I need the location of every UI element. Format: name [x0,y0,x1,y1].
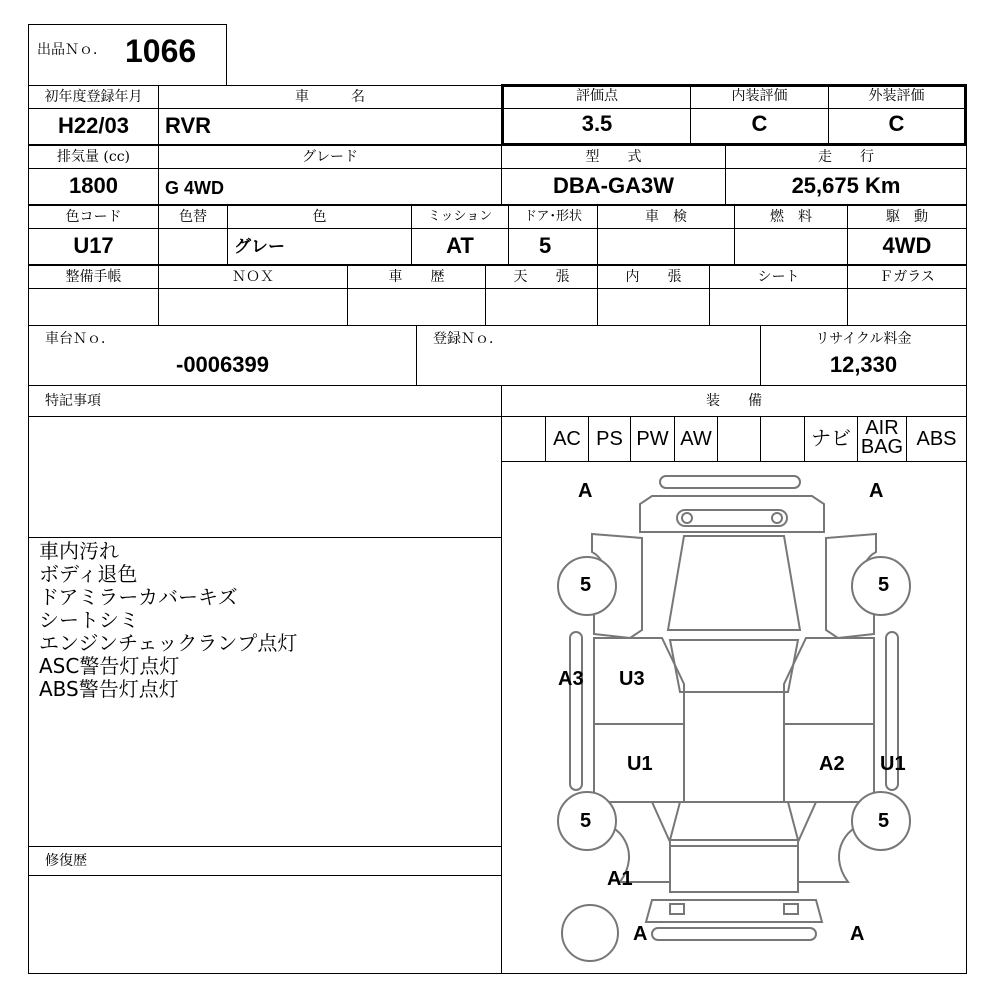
equipment-header [501,385,967,417]
doors-label: ドア･形状 [523,209,583,224]
chassis-value: -0006399 [176,352,269,377]
equip-navi: ナビ [804,416,858,462]
mark-front-left: A [578,480,593,502]
mileage-value: 25,675 Km [791,173,901,198]
inspection-value-cell [597,228,735,265]
mark-right-u1: U1 [880,753,906,775]
glass-label-cell [847,265,967,289]
fuel-label-cell [734,205,848,229]
transmission-value-cell [411,228,509,265]
remarks-label: 特記事項 [45,393,101,409]
drive-value-cell [847,228,967,265]
rear-window [670,802,798,840]
displacement-value-cell [28,168,159,205]
headliner-label: 天 張 [513,269,570,285]
recycle-cell [760,325,967,386]
chassis-label: 車台Ｎｏ． [45,331,115,347]
mileage-label-cell [725,145,967,169]
equip-abs: ABS [906,416,967,462]
reg-value: H22/03 [58,113,129,138]
equipment-label: 装 備 [706,393,762,409]
name-label-cell [158,85,502,109]
remark-line: ボディ退色 [39,562,138,586]
doors-value: 5 [539,233,552,258]
fuel-label: 燃 料 [770,209,812,225]
left-side-skirt [570,632,582,790]
drive-label-cell [847,205,967,229]
grade-label-cell [158,145,502,169]
displacement-label: 排気量 (cc) [56,149,131,165]
color-value-cell [227,228,412,265]
color-value: グレー [234,237,285,257]
damage-diagram [501,461,967,974]
inspection-label-cell [597,205,735,229]
nox-label: ＮＯＸ [232,269,274,285]
remark-line: 車内汚れ [39,539,119,563]
mark-front-right: A [869,480,884,502]
color-code-label: 色コード [65,209,122,225]
remarks-top-area [28,416,502,538]
remark-line: ABS警告灯点灯 [39,677,179,701]
name-label: 車 名 [295,89,365,105]
registration-cell [416,325,761,386]
transmission-label-cell [411,205,509,229]
transmission-label: ミッション [427,209,493,224]
equip-aw: AW [674,416,718,462]
inspection-label: 車 検 [645,209,687,225]
maintenance-label-cell [28,265,159,289]
front-grille [677,510,787,526]
lot-label: 出品Ｎｏ． [37,42,107,58]
grade-label: グレード [302,149,358,165]
exterior-label: 外装評価 [868,88,925,104]
seat-label: シート [757,269,800,285]
rear-bumper-bar [652,928,816,940]
mileage-label: 走 行 [818,149,874,165]
mark-tire-fl: 5 [580,574,592,596]
repaint-label: 色替 [179,209,207,225]
fuel-value-cell [734,228,848,265]
lot-number: 1066 [125,33,197,69]
front-grille-bar [660,476,800,488]
equip-ac: AC [545,416,589,462]
repair-label: 修復歴 [45,853,87,869]
car-outline-diagram [502,462,966,973]
model-label: 型 式 [585,149,642,165]
model-value: DBA-GA3W [553,173,674,198]
repaint-label-cell [158,205,228,229]
remark-line: ASC警告灯点灯 [39,654,180,678]
interior-trim-value-cell [597,288,710,326]
equip-slot-empty [760,416,805,462]
reg-label: 初年度登録年月 [44,89,143,105]
remarks-header [28,385,502,417]
name-value-cell [158,108,502,145]
doors-value-cell [508,228,598,265]
headliner-value-cell [485,288,598,326]
name-value: RVR [165,113,212,138]
roof [684,692,784,802]
history-value-cell [347,288,486,326]
mark-tire-rl: 5 [580,810,592,832]
nox-label-cell [158,265,348,289]
repair-area [28,875,502,974]
transmission-value: AT [446,233,474,258]
recycle-label: リサイクル料金 [815,331,912,347]
registration-label: 登録Ｎｏ． [433,331,503,347]
mileage-value-cell [725,168,967,205]
interior-label: 内装評価 [731,88,788,104]
color-label-cell [227,205,412,229]
glass-label: Ｆガラス [879,269,935,285]
mark-rear-a1: A1 [607,868,633,890]
equip-pw: PW [630,416,675,462]
glass-value-cell [847,288,967,326]
mark-left-a3: A3 [558,668,584,690]
equip-slot-empty [717,416,761,462]
drive-label: 駆 動 [886,209,928,225]
chassis-cell [28,325,417,386]
seat-value-cell [709,288,848,326]
trunk [670,846,798,892]
mark-right-a2: A2 [819,753,845,775]
rear-light-right [784,904,798,914]
repaint-value-cell [158,228,228,265]
hood [668,536,800,630]
rear-light-left [670,904,684,914]
headliner-label-cell [485,265,598,289]
history-label: 車 歴 [388,269,445,285]
equip-slot-empty [501,416,546,462]
mark-left-u3: U3 [619,668,645,690]
equip-airbag-label: AIR BAG [860,417,904,458]
color-label: 色 [312,209,327,225]
interior-trim-label-cell [597,265,710,289]
mark-rear-right: A [850,923,865,945]
front-light-right [772,513,782,523]
mark-left-u1: U1 [627,753,653,775]
mark-tire-rr: 5 [878,810,890,832]
equip-ps: PS [588,416,631,462]
reg-label-cell [28,85,159,109]
mark-tire-fr: 5 [878,574,890,596]
repair-header [28,846,502,876]
equip-airbag [857,416,907,462]
displacement-label-cell [28,145,159,169]
mark-rear-left: A [633,923,648,945]
maintenance-label: 整備手帳 [65,269,122,285]
score-label: 評価点 [576,88,618,104]
remark-line: シートシミ [39,608,139,632]
interior-value: C [751,111,768,136]
displacement-value: 1800 [69,173,118,198]
grade-value-cell [158,168,502,205]
remark-line: ドアミラーカバーキズ [39,585,238,609]
recycle-value: 12,330 [829,352,898,377]
color-code-label-cell [28,205,159,229]
right-front-door [784,638,874,724]
interior-trim-label: 内 張 [625,269,682,285]
reg-value-cell [28,108,159,145]
drive-value: 4WD [882,233,932,258]
lot-box [28,24,227,86]
history-label-cell [347,265,486,289]
color-code-value: U17 [73,233,114,258]
front-light-left [682,513,692,523]
windshield [670,640,798,692]
grade-value: G 4WD [165,178,225,198]
doors-label-cell [508,205,598,229]
model-label-cell [501,145,726,169]
seat-label-cell [709,265,848,289]
spare-tire [562,905,618,961]
nox-value-cell [158,288,348,326]
model-value-cell [501,168,726,205]
maintenance-value-cell [28,288,159,326]
color-code-value-cell [28,228,159,265]
remark-line: エンジンチェックランプ点灯 [39,631,298,655]
exterior-value: C [888,111,905,136]
score-value: 3.5 [581,111,613,136]
remarks-list [28,537,502,847]
